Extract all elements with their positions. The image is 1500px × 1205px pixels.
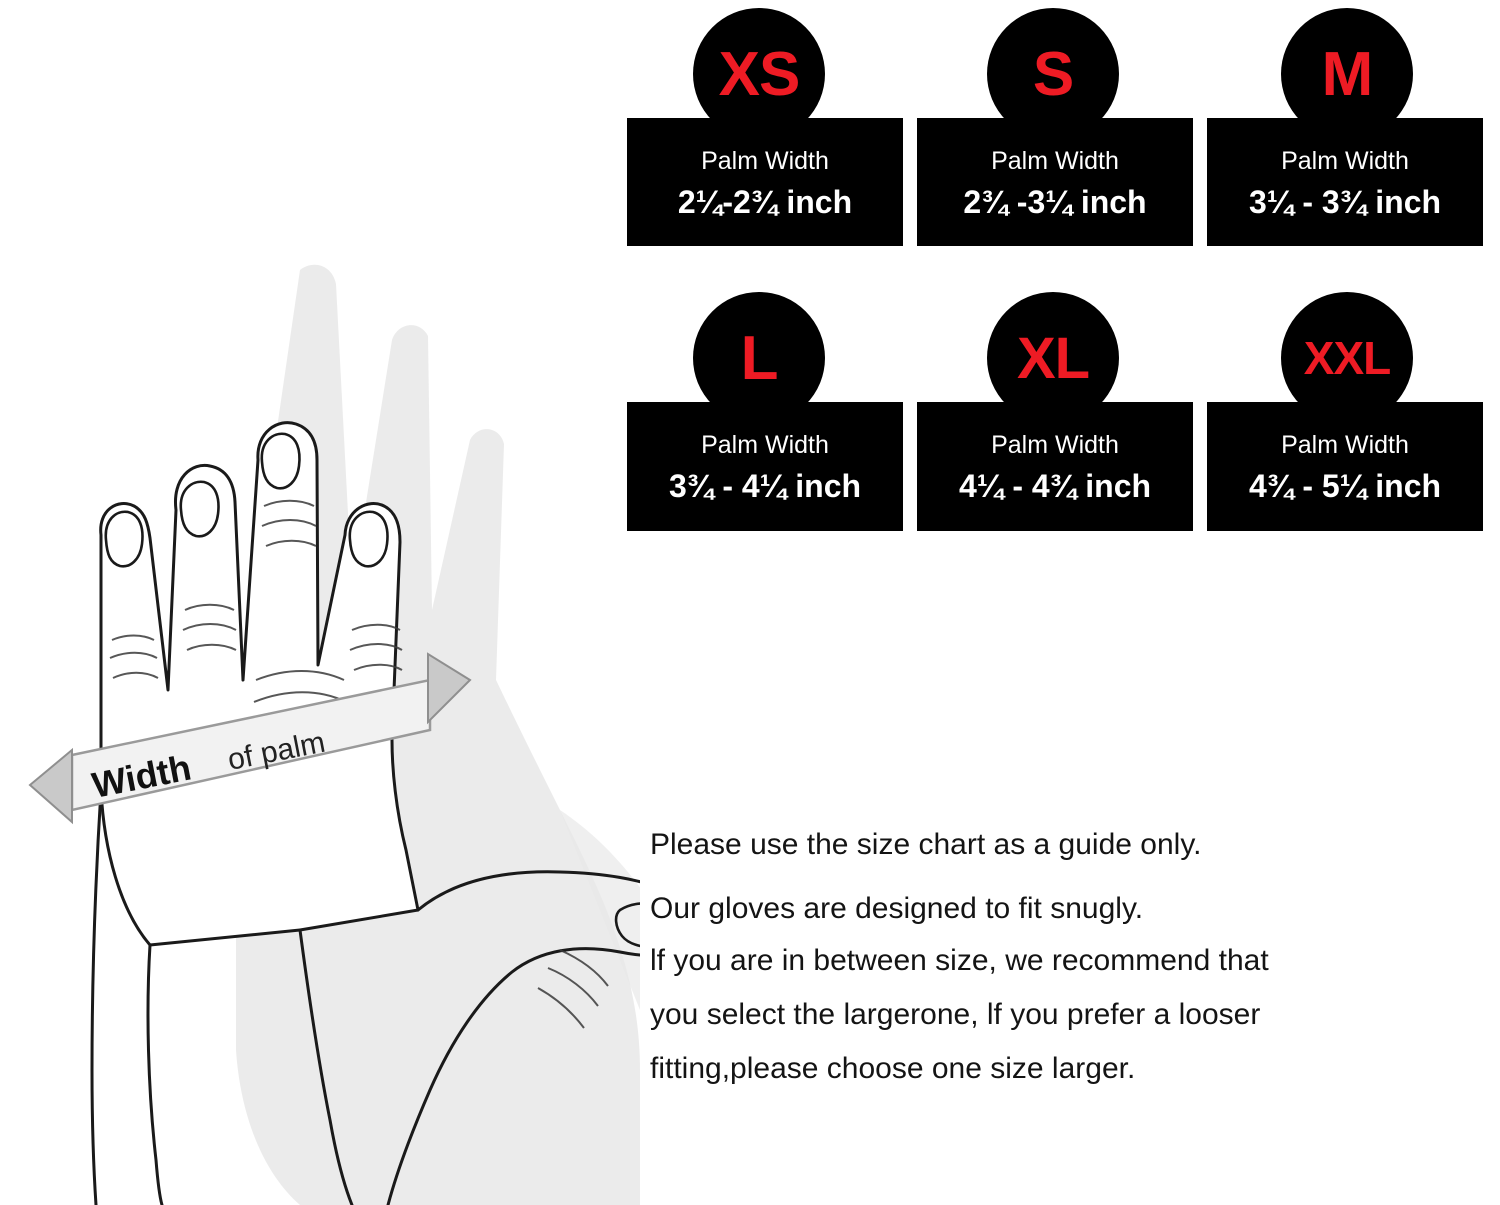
size-cell-s [910, 8, 1200, 246]
size-badge-xxl: XXL [1281, 292, 1413, 424]
palm-width-value-xl: 4¼ - 4¾ inch [958, 467, 1152, 504]
palm-width-value-s: 2¾ -3¼ inch [963, 183, 1147, 220]
palm-width-label-m: Palm Width [1281, 147, 1409, 175]
palm-width-label-xxl: Palm Width [1281, 431, 1409, 460]
palm-width-label-xs: Palm Width [701, 147, 829, 175]
size-badge-s: S [987, 8, 1119, 140]
size-badge-l: L [693, 292, 825, 424]
hand-illustration [0, 210, 640, 1205]
size-badge-xs: XS [693, 8, 825, 140]
palm-width-value-m: 3¼ - 3¾ inch [1248, 183, 1442, 220]
note-guide-only: Please use the size chart as a guide only. [650, 828, 1202, 861]
size-cell-xxl [1200, 292, 1490, 530]
size-cell-xs [620, 8, 910, 246]
sizing-notes [650, 830, 1480, 1108]
palm-width-label-l: Palm Width [701, 431, 829, 460]
size-badge-xl: XL [987, 292, 1119, 424]
measure-label-light: of palm [225, 725, 328, 777]
measure-label-bold: Width [88, 746, 195, 806]
palm-width-label-s: Palm Width [991, 147, 1119, 175]
size-badge-m: M [1281, 8, 1413, 140]
size-cell-m [1200, 8, 1490, 246]
note-between-size-1: lf you are in between size, we recommend that [650, 944, 1269, 977]
note-snug-fit: Our gloves are designed to fit snugly. [650, 892, 1144, 925]
size-chart-grid [620, 8, 1490, 531]
palm-width-value-l: 3¾ - 4¼ inch [668, 467, 862, 504]
palm-width-value-xs: 2¼-2¾ inch [677, 183, 853, 220]
note-between-size-3: fitting,please choose one size larger. [650, 1052, 1136, 1085]
palm-width-value-xxl: 4¾ - 5¼ inch [1248, 467, 1442, 504]
palm-width-label-xl: Palm Width [991, 431, 1119, 460]
size-cell-xl [910, 292, 1200, 530]
note-between-size-2: you select the largerone, lf you prefer a looser [650, 998, 1261, 1031]
size-cell-l [620, 292, 910, 530]
